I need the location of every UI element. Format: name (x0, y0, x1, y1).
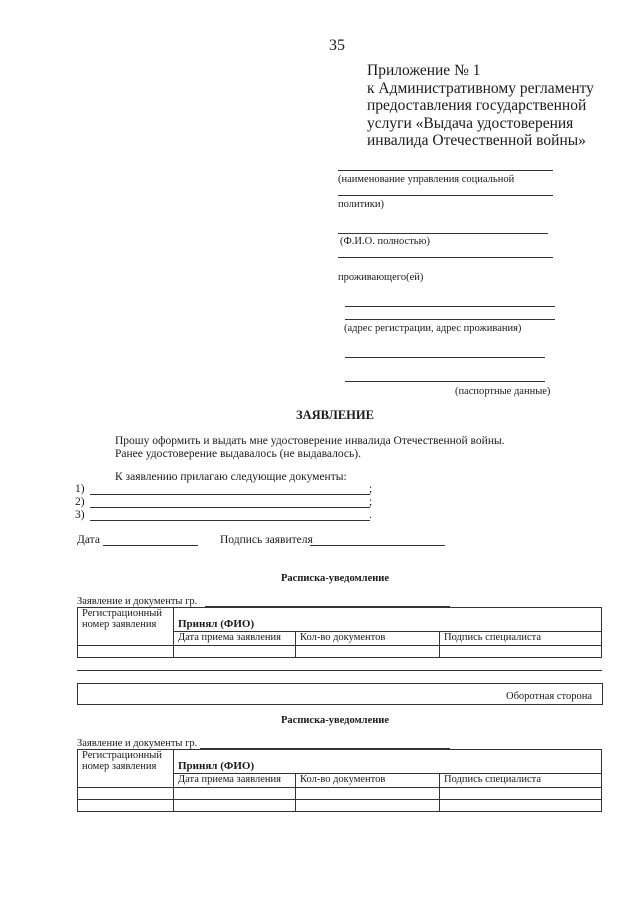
appendix-line-2: к Административному регламенту (367, 80, 594, 97)
date-received-header: Дата приема заявления (174, 774, 296, 788)
attach-item-3-end: . (369, 509, 372, 521)
date-received-value (174, 646, 296, 658)
specialist-signature-value-2 (440, 800, 602, 812)
attach-item-1-line (90, 494, 370, 495)
signature-line (310, 545, 445, 546)
attach-item-2-line (90, 507, 370, 508)
accepted-cell (174, 750, 602, 774)
cut-line (77, 670, 602, 671)
passport-line-2 (345, 381, 545, 382)
date-received-value (174, 788, 296, 800)
date-label: Дата (77, 534, 100, 546)
fio-hint: (Ф.И.О. полностью) (340, 236, 430, 247)
doc-count-value-2 (296, 800, 440, 812)
address-line-1 (345, 306, 555, 307)
receipt-table-2 (77, 749, 602, 812)
doc-count-header: Кол-во документов (296, 774, 440, 788)
page-number: 35 (329, 37, 345, 54)
org-name-hint-2: политики) (338, 199, 385, 210)
date-received-header: Дата приема заявления (174, 632, 296, 646)
date-line (103, 545, 198, 546)
receipt-table-1 (77, 607, 602, 658)
org-name-hint: (наименование управления социальной (338, 174, 515, 185)
specialist-signature-header: Подпись специалиста (440, 632, 602, 646)
specialist-signature-value (440, 788, 602, 800)
receipt-title-2: Расписка-уведомление (281, 715, 389, 726)
address-line-2 (345, 319, 555, 320)
reg-number-cell (78, 750, 174, 788)
doc-count-header: Кол-во документов (296, 632, 440, 646)
receipt-docs-from-1: Заявление и документы гр. (77, 596, 198, 607)
attach-item-3-line (90, 520, 370, 521)
reg-number-label-1: Регистрационный (82, 750, 162, 761)
address-hint: (адрес регистрации, адрес проживания) (344, 323, 522, 334)
specialist-signature-value (440, 646, 602, 658)
accepted-label: Принял (ФИО) (178, 760, 255, 772)
specialist-signature-header: Подпись специалиста (440, 774, 602, 788)
attach-item-3-number: 3) (75, 509, 85, 521)
doc-count-value (296, 788, 440, 800)
accepted-cell (174, 608, 602, 632)
attach-item-1-number: 1) (75, 483, 85, 495)
doc-count-value (296, 646, 440, 658)
org-name-line-2 (338, 195, 553, 196)
appendix-line-5: инвалида Отечественной войны» (367, 132, 586, 149)
reg-number-cell (78, 608, 174, 646)
appendix-line-4: услуги «Выдача удостоверения (367, 115, 574, 132)
reg-number-label-2: номер заявления (82, 619, 157, 630)
appendix-line-3: предоставления государственной (367, 97, 587, 114)
statement-title: ЗАЯВЛЕНИЕ (296, 408, 374, 422)
receipt-docs-from-2: Заявление и документы гр. (77, 738, 198, 749)
reg-number-label-2: номер заявления (82, 761, 157, 772)
reg-number-label-1: Регистрационный (82, 608, 162, 619)
request-text: Прошу оформить и выдать мне удостоверение инвалида Отечественной войны. (115, 435, 505, 447)
previous-text: Ранее удостоверение выдавалось (не выдавалось). (115, 448, 361, 460)
attach-intro: К заявлению прилагаю следующие документы: (115, 471, 347, 483)
reg-number-value-2 (78, 800, 174, 812)
receipt-title-1: Расписка-уведомление (281, 573, 389, 584)
residing-label: проживающего(ей) (338, 272, 424, 283)
reverse-side-label: Оборотная сторона (506, 691, 592, 702)
fio-line (338, 233, 548, 234)
org-name-line (338, 170, 553, 171)
attach-item-2-number: 2) (75, 496, 85, 508)
reg-number-value (78, 646, 174, 658)
signature-label: Подпись заявителя (220, 534, 313, 546)
attach-item-1-end: ; (369, 483, 373, 495)
reg-number-value (78, 788, 174, 800)
date-received-value-2 (174, 800, 296, 812)
passport-line-1 (345, 357, 545, 358)
fio-line-2 (338, 257, 553, 258)
appendix-line-1: Приложение № 1 (367, 62, 481, 79)
passport-hint: (паспортные данные) (455, 386, 551, 397)
attach-item-2-end: ; (369, 496, 373, 508)
accepted-label: Принял (ФИО) (178, 618, 255, 630)
